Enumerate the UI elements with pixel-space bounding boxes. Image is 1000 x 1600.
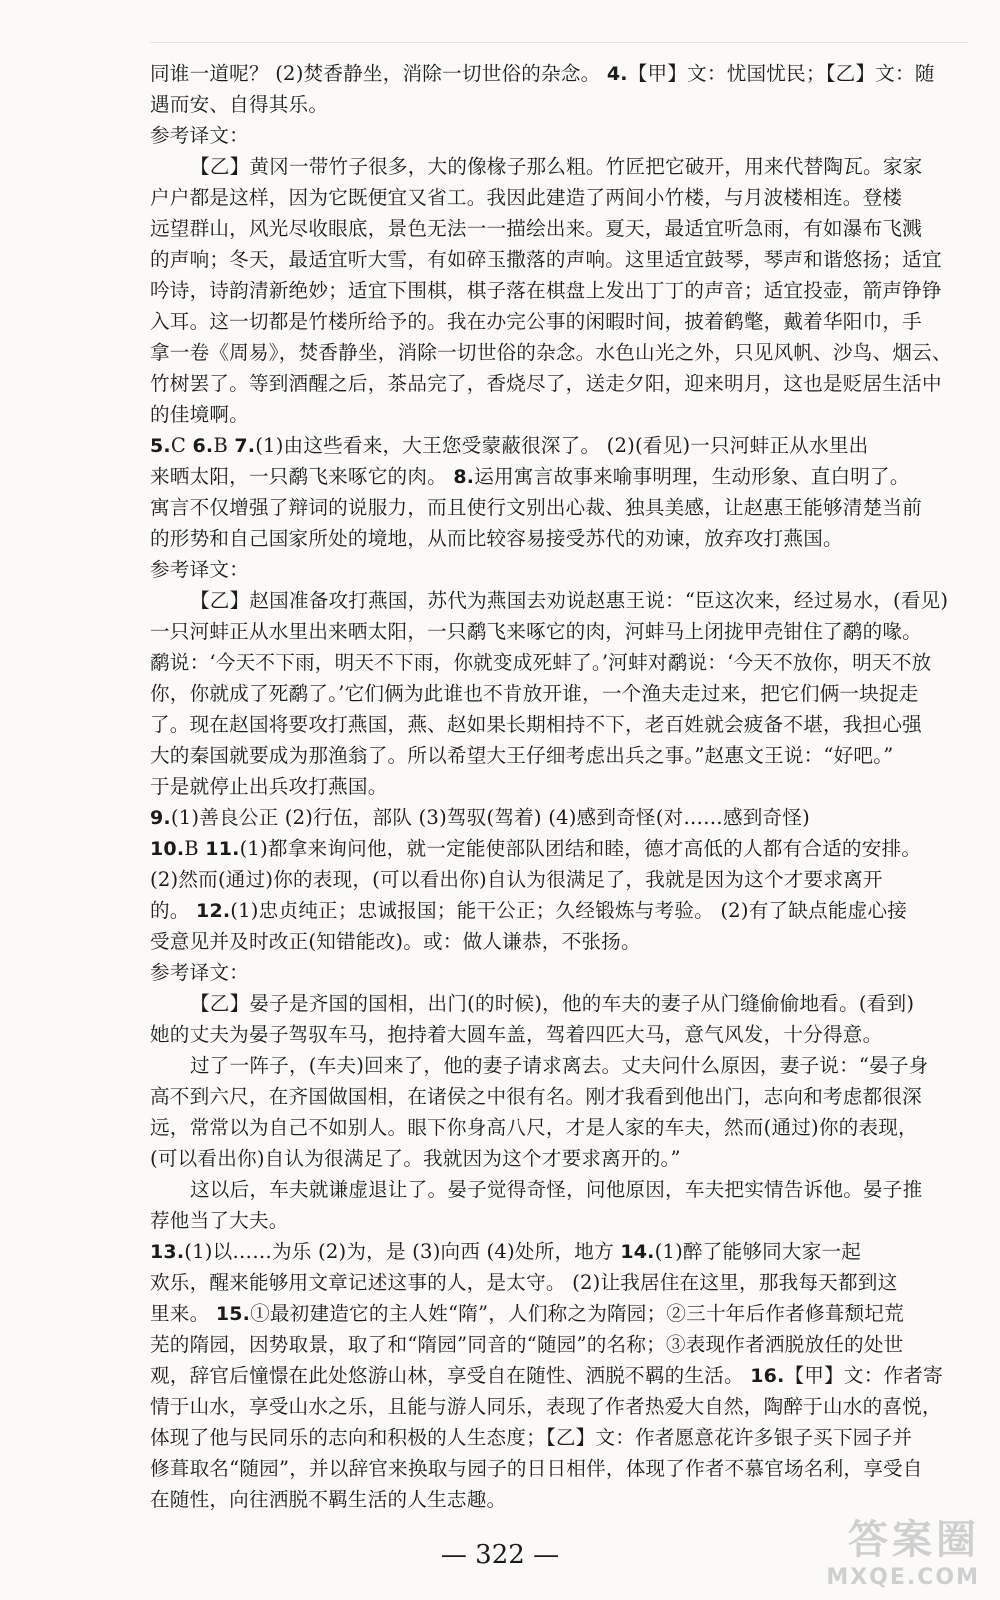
text-segment: 入耳。这一切都是竹楼所给予的。我在办完公事的闲暇时间，披着鹤氅，戴着华阳巾，手 (150, 310, 922, 333)
question-number: 8. (453, 466, 475, 488)
text-line (150, 430, 968, 461)
text-segment: 欢乐，醒来能够用文章记述这事的人，是太守。 (2)让我居住在这里，那我每天都到这 (150, 1271, 898, 1294)
text-line (150, 1329, 968, 1360)
text-line (150, 461, 968, 492)
text-segment: 参考译文： (150, 124, 249, 147)
text-segment: (1)醉了能够同大家一起 (654, 1240, 862, 1263)
text-line (150, 275, 968, 306)
text-segment: 来晒太阳，一只鹬飞来啄它的肉。 (150, 465, 454, 488)
text-line (150, 213, 968, 244)
text-segment: C (170, 434, 193, 457)
text-segment: 寓言不仅增强了辩词的说服力，而且使行文别出心裁、独具美感，让赵惠王能够清楚当前 (150, 496, 922, 519)
text-segment: (可以看出你)自认为很满足了。我就因为这个才要求离开的。” (150, 1147, 681, 1170)
text-line (150, 585, 968, 616)
text-segment: 户户都是这样，因为它既便宜又省工。我因此建造了两间小竹楼，与月波楼相连。登楼 (150, 186, 903, 209)
text-segment: 一只河蚌正从水里出来晒太阳，一只鹬飞来啄它的肉，河蚌马上闭拢甲壳钳住了鹬的喙。 (150, 620, 922, 643)
question-number: 11. (205, 838, 240, 860)
text-segment: 的佳境啊。 (150, 403, 249, 426)
text-segment: 了。现在赵国将要攻打燕国，燕、赵如果长期相持不下，老百姓就会疲备不堪，我担心强 (150, 713, 922, 736)
watermark-logo-text: 答案圈 (848, 1517, 980, 1563)
question-number: 4. (606, 63, 628, 85)
text-line (150, 864, 968, 895)
text-line (150, 399, 968, 430)
text-segment: ①最初建造它的主人姓“隋”，人们称之为隋园；②三十年后作者修葺颓圮荒 (250, 1302, 904, 1325)
text-line (150, 1050, 968, 1081)
text-segment: (1)由这些看来，大王您受蒙蔽很深了。 (2)(看见)一只河蚌正从水里出 (255, 434, 869, 457)
text-segment: 的声响；冬天，最适宜听大雪，有如碎玉撒落的声响。这里适宜鼓琴，琴声和谐悠扬；适宜 (150, 248, 942, 271)
question-number: 15. (215, 1303, 251, 1325)
text-segment: 竹树罢了。等到酒醒之后，茶品完了，香烧尽了，送走夕阳，迎来明月，这也是贬居生活中 (150, 372, 942, 395)
question-number: 13. (150, 1241, 185, 1263)
text-line (150, 1391, 968, 1422)
question-number: 6. (192, 435, 214, 457)
text-segment: 【乙】黄冈一带竹子很多，大的像椽子那么粗。竹匠把它破开，用来代替陶瓦。家家 (190, 155, 923, 178)
text-line (150, 1174, 968, 1205)
question-number: 9. (150, 807, 171, 829)
watermark-url: MXQE.COM (826, 1565, 980, 1590)
text-segment: 观，辞官后憧憬在此处悠游山林，享受自在随性、洒脱不羁的生活。 (150, 1364, 751, 1387)
text-line (150, 1453, 968, 1484)
text-segment: 里来。 (150, 1302, 216, 1325)
text-segment: 修葺取名“随园”，并以辞官来换取与园子的日日相伴，体现了作者不慕官场名利，享受自 (150, 1457, 923, 1480)
text-line (150, 1298, 968, 1329)
text-line (150, 926, 968, 957)
text-segment: 远，常常以为自己不如别人。眼下你身高八尺，才是人家的车夫，然而(通过)你的表现， (150, 1116, 918, 1139)
page-number: — 322 — (440, 1540, 560, 1570)
text-segment: (1)善良公正 (2)行伍，部队 (3)驾驭(驾着) (4)感到奇怪(对……感到奇怪) (170, 806, 810, 829)
text-line (150, 833, 968, 864)
text-line (150, 182, 968, 213)
text-segment: B (184, 837, 206, 860)
text-segment: B (213, 434, 235, 457)
text-line (150, 337, 968, 368)
text-line (150, 709, 968, 740)
text-line (150, 58, 968, 89)
text-line (150, 306, 968, 337)
text-line (150, 1019, 968, 1050)
text-segment: 参考译文： (150, 961, 249, 984)
question-number: 12. (196, 900, 231, 922)
text-segment: 鹬说：‘今天不下雨，明天不下雨，你就变成死蚌了。’河蚌对鹬说：‘今天不放你，明天不放 (150, 651, 932, 674)
text-segment: 于是就停止出兵攻打燕国。 (150, 775, 388, 798)
text-line (150, 988, 968, 1019)
text-line (150, 1205, 968, 1236)
text-segment: 在随性，向往洒脱不羁生活的人生志趣。 (150, 1488, 507, 1511)
text-segment: 拿一卷《周易》，焚香静坐，消除一切世俗的杂念。水色山光之外，只见风帆、沙鸟、烟云、 (150, 341, 952, 364)
top-rule (150, 42, 968, 43)
text-line (150, 771, 968, 802)
text-segment: 吟诗，诗韵清新绝妙；适宜下围棋，棋子落在棋盘上发出丁丁的声音；适宜投壶，箭声铮铮 (150, 279, 942, 302)
text-line (150, 957, 968, 988)
text-segment: 体现了他与民同乐的志向和积极的人生态度；【乙】文：作者愿意花许多银子买下园子并 (150, 1426, 913, 1449)
text-segment: 的。 (150, 899, 197, 922)
text-line (150, 1236, 968, 1267)
text-line (150, 120, 968, 151)
text-segment: (1)忠贞纯正；忠诚报国；能干公正；久经锻炼与考验。 (2)有了缺点能虚心接 (230, 899, 908, 922)
text-segment: 这以后，车夫就谦虚退让了。晏子觉得奇怪，问他原因，车夫把实情告诉他。晏子推 (190, 1178, 923, 1201)
text-line (150, 740, 968, 771)
text-segment: 芜的隋园，因势取景，取了和“隋园”同音的“随园”的名称；③表现作者洒脱放任的处世 (150, 1333, 904, 1356)
answer-text-body (150, 58, 968, 1515)
text-segment: 参考译文： (150, 558, 249, 581)
text-line (150, 368, 968, 399)
text-segment: 运用寓言故事来喻事明理，生动形象、直白明了。 (474, 465, 910, 488)
text-line (150, 523, 968, 554)
text-line (150, 895, 968, 926)
text-segment: 高不到六尺，在齐国做国相，在诸侯之中很有名。刚才我看到他出门，志向和考虑都很深 (150, 1085, 922, 1108)
text-segment: 她的丈夫为晏子驾驭车马，抱持着大圆车盖，驾着四匹大马，意气风发，十分得意。 (150, 1023, 883, 1046)
text-segment: 【甲】文：作者寄 (784, 1364, 943, 1387)
text-segment: 情于山水，享受山水之乐，且能与游人同乐，表现了作者热爱大自然，陶醉于山水的喜悦， (150, 1395, 942, 1418)
text-line (150, 1143, 968, 1174)
question-number: 16. (750, 1365, 785, 1387)
text-segment: 荐他当了大夫。 (150, 1209, 289, 1232)
text-line (150, 244, 968, 275)
text-line (150, 647, 968, 678)
text-line (150, 1081, 968, 1112)
text-line (150, 1422, 968, 1453)
question-number: 10. (150, 838, 185, 860)
question-number: 14. (620, 1241, 655, 1263)
text-line (150, 1360, 968, 1391)
text-line (150, 1267, 968, 1298)
text-line (150, 89, 968, 120)
text-line (150, 554, 968, 585)
text-line (150, 492, 968, 523)
text-segment: 【甲】文：忧国忧民；【乙】文：随 (627, 62, 935, 85)
question-number: 7. (234, 435, 256, 457)
question-number: 5. (150, 435, 171, 457)
watermark (826, 1508, 980, 1590)
text-line (150, 678, 968, 709)
text-segment: 遇而安、自得其乐。 (150, 93, 329, 116)
text-segment: 受意见并及时改正(知错能改)。或：做人谦恭，不张扬。 (150, 930, 641, 953)
text-segment: 远望群山，风光尽收眼底，景色无法一一描绘出来。夏天，最适宜听急雨，有如瀑布飞溅 (150, 217, 922, 240)
text-segment: (1)以……为乐 (2)为，是 (3)向西 (4)处所，地方 (184, 1240, 621, 1263)
text-line (150, 802, 968, 833)
text-line (150, 1112, 968, 1143)
text-segment: 同谁一道呢？ (2)焚香静坐，消除一切世俗的杂念。 (150, 62, 607, 85)
text-segment: (2)然而(通过)你的表现，(可以看出你)自认为很满足了，我就是因为这个才要求离开 (150, 868, 883, 891)
text-segment: 你，你就成了死鹬了。’它们俩为此谁也不肯放开谁，一个渔夫走过来，把它们俩一块捉走 (150, 682, 919, 705)
text-segment: 过了一阵子，(车夫)回来了，他的妻子请求离去。丈夫问什么原因，妻子说：“晏子身 (190, 1054, 929, 1077)
text-segment: 的形势和自己国家所处的境地，从而比较容易接受苏代的劝谏，放弃攻打燕国。 (150, 527, 843, 550)
text-line (150, 616, 968, 647)
text-segment: 【乙】晏子是齐国的国相，出门(的时候)，他的车夫的妻子从门缝偷偷地看。(看到) (190, 992, 915, 1015)
text-line (150, 151, 968, 182)
text-segment: 大的秦国就要成为那渔翁了。所以希望大王仔细考虑出兵之事。”赵惠文王说：“好吧。” (150, 744, 894, 767)
text-segment: (1)都拿来询问他，就一定能使部队团结和睦，德才高低的人都有合适的安排。 (239, 837, 922, 860)
text-segment: 【乙】赵国准备攻打燕国，苏代为燕国去劝说赵惠王说：“臣这次来，经过易水，(看见) (190, 589, 949, 612)
